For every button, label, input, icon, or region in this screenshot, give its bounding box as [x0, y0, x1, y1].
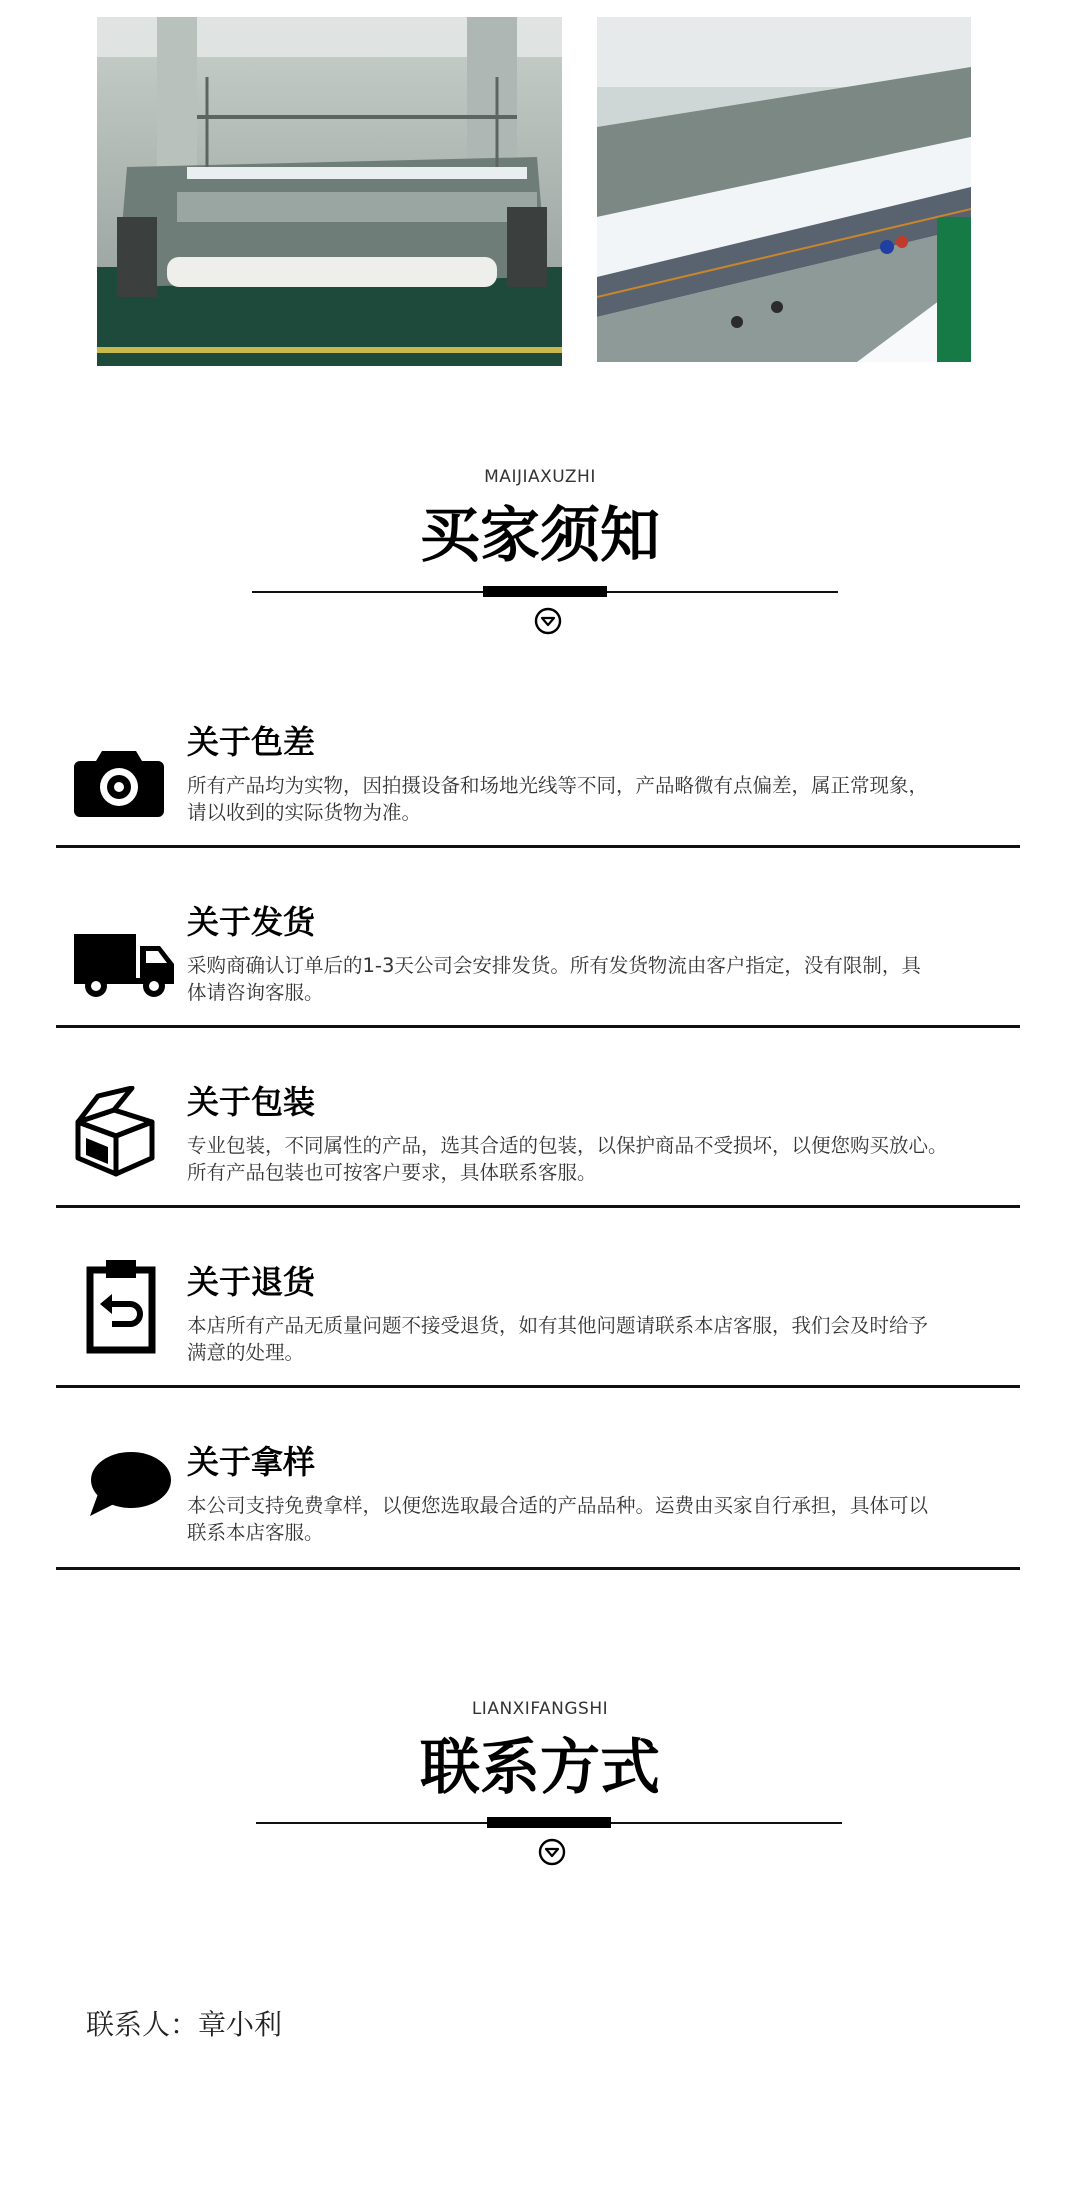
notice-samples — [0, 1420, 1080, 1572]
weaving-loom-photo — [97, 17, 562, 366]
truck-icon — [72, 932, 176, 998]
notice-description — [187, 1312, 1032, 1366]
notice-desc-line: 满意的处理。 — [187, 1341, 305, 1364]
section-rule-accent — [487, 1817, 611, 1828]
notice-shipping — [0, 880, 1080, 1030]
notice-desc-line: 体请咨询客服。 — [187, 981, 324, 1004]
notice-description — [187, 772, 1032, 826]
notice-description — [187, 1132, 1032, 1186]
notice-divider — [56, 845, 1020, 848]
notice-divider — [56, 1567, 1020, 1570]
notice-description — [187, 1492, 1032, 1546]
notice-desc-line: 本店所有产品无质量问题不接受退货，如有其他问题请联系本店客服，我们会及时给予 — [187, 1314, 929, 1337]
speech-bubble-icon — [86, 1450, 172, 1520]
buyer-notice-header — [0, 460, 1080, 640]
section-title: 买家须知 — [420, 501, 660, 571]
notice-returns — [0, 1240, 1080, 1390]
return-clipboard-icon — [86, 1258, 156, 1354]
contact-person-label: 联系人： — [86, 2008, 199, 2041]
notice-color-difference — [0, 700, 1080, 850]
contact-person-name: 章小利 — [198, 2008, 283, 2041]
notice-desc-line: 专业包装，不同属性的产品，选其合适的包装，以保护商品不受损坏，以便您购买放心。 — [187, 1134, 948, 1157]
section-title: 联系方式 — [420, 1733, 660, 1803]
notice-desc-line: 本公司支持免费拿样，以便您选取最合适的产品品种。运费由买家自行承担，具体可以 — [187, 1494, 929, 1517]
camera-icon — [74, 747, 164, 817]
notice-desc-line: 采购商确认订单后的1-3天公司会安排发货。所有发货物流由客户指定，没有限制，具 — [187, 954, 921, 977]
notice-desc-line: 所有产品均为实物，因拍摄设备和场地光线等不同，产品略微有点偏差，属正常现象， — [187, 774, 929, 797]
contact-person — [86, 2003, 282, 2043]
notice-desc-line: 所有产品包装也可按客户要求，具体联系客服。 — [187, 1161, 597, 1184]
notice-title: 关于色差 — [187, 723, 316, 761]
notice-title: 关于包装 — [187, 1083, 316, 1121]
notice-packaging — [0, 1060, 1080, 1212]
notice-divider — [56, 1205, 1020, 1208]
notice-description — [187, 952, 1032, 1006]
box-icon — [68, 1086, 162, 1180]
notice-desc-line: 请以收到的实际货物为准。 — [187, 801, 422, 824]
contact-header — [0, 1692, 1080, 1872]
section-rule-accent — [483, 586, 607, 597]
notice-title: 关于退货 — [187, 1263, 316, 1301]
notice-title: 关于发货 — [187, 903, 316, 941]
notice-desc-line: 联系本店客服。 — [187, 1521, 324, 1544]
section-subtitle: MAIJIAXUZHI — [484, 467, 596, 487]
chevron-down-circle-icon — [534, 607, 562, 635]
notice-title: 关于拿样 — [187, 1443, 316, 1481]
chevron-down-circle-icon — [538, 1838, 566, 1866]
notice-divider — [56, 1385, 1020, 1388]
section-subtitle: LIANXIFANGSHI — [471, 1699, 609, 1719]
weaving-loom-closeup-photo — [597, 17, 971, 362]
notice-divider — [56, 1025, 1020, 1028]
